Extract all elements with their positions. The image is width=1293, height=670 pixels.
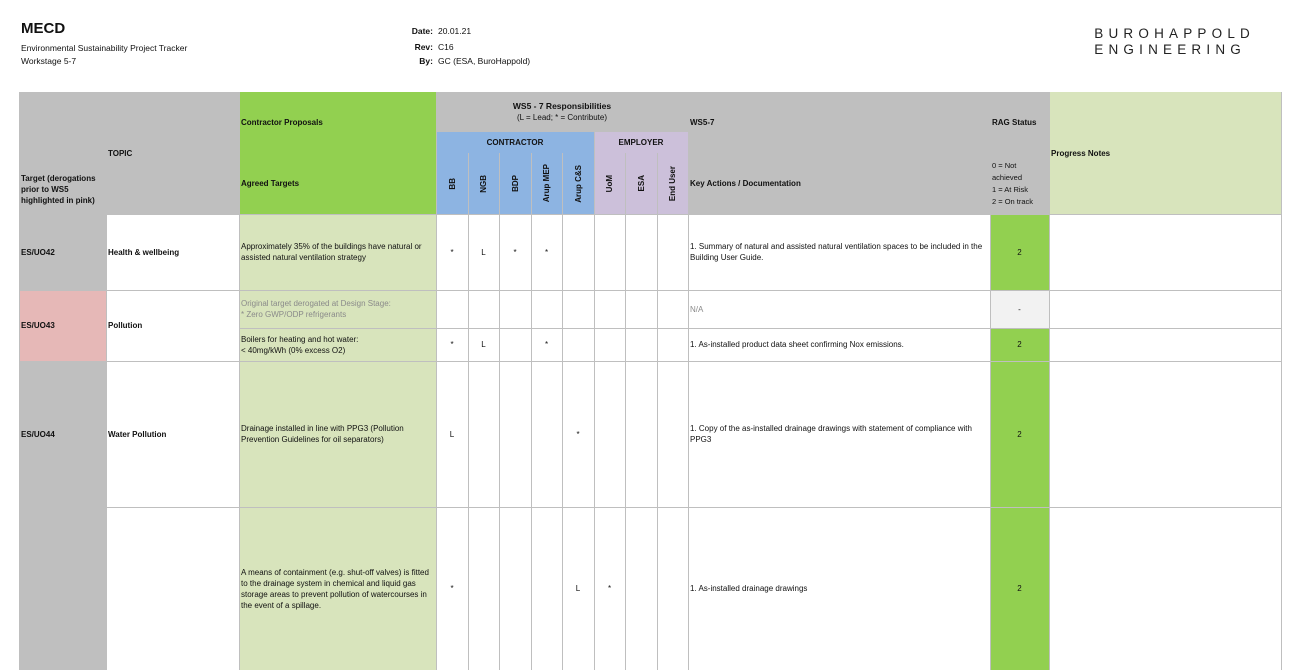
grid-line xyxy=(990,92,991,670)
by-field: By: GC (ESA, BuroHappold) xyxy=(419,56,531,66)
grid-line xyxy=(625,153,626,670)
grid-line xyxy=(562,153,563,670)
row2-resp-bb xyxy=(436,290,468,328)
row2-resp-end-user xyxy=(657,290,688,328)
row3-rag-status: 2 xyxy=(990,328,1049,361)
grid-line xyxy=(436,92,437,670)
party-esa-header: ESA xyxy=(625,153,657,214)
grid-line xyxy=(19,92,20,670)
grid-line xyxy=(531,153,532,670)
responsibilities-header: WS5 - 7 Responsibilities (L = Lead; * = Contribute) xyxy=(436,92,688,132)
row3-resp-bdp xyxy=(499,328,531,361)
row2-resp-arup-cs xyxy=(562,290,594,328)
col-key-actions-header: Key Actions / Documentation xyxy=(688,153,990,214)
employer-group-header: EMPLOYER xyxy=(594,132,688,153)
grid-line xyxy=(468,153,469,670)
grid-line xyxy=(19,361,1281,362)
row3-resp-bb: * xyxy=(450,340,454,349)
row1-topic: Health & wellbeing xyxy=(108,247,180,257)
grid-line xyxy=(594,132,595,670)
row3-resp-esa xyxy=(625,328,657,361)
row2-key-action: N/A xyxy=(690,304,704,314)
col-target-header: Target (derogations prior to WS5 highlighted in pink) xyxy=(19,92,106,214)
row2-resp-esa xyxy=(625,290,657,328)
row1-resp-bdp: * xyxy=(513,247,517,257)
date-field: Date: 20.01.21 xyxy=(411,26,472,36)
row4-topic: Water Pollution xyxy=(108,429,167,439)
row4-resp-end-user xyxy=(657,361,688,507)
party-uom-header: UoM xyxy=(594,153,625,214)
row3-resp-arup-cs xyxy=(562,328,594,361)
row3-agreed-target: Boilers for heating and hot water: < 40mg/kWh (0% excess O2) xyxy=(239,328,436,361)
row4-resp-ngb xyxy=(468,361,499,507)
document-subtitle: Environmental Sustainability Project Tracker xyxy=(21,43,188,53)
row1-resp-end-user xyxy=(657,214,688,290)
party-bdp-header: BDP xyxy=(499,153,531,214)
row1-key-action: 1. Summary of natural and assisted natural ventilation spaces to be included in the Building User Guide. xyxy=(690,242,983,262)
row4-progress-notes[interactable] xyxy=(1049,361,1281,507)
row3-progress-notes[interactable] xyxy=(1049,328,1281,361)
party-end-user-header: End User xyxy=(657,153,688,214)
row5-resp-ngb xyxy=(468,507,499,670)
grid-line xyxy=(239,92,240,670)
col-ws-header: WS5-7 xyxy=(688,92,990,153)
row2-resp-ngb xyxy=(468,290,499,328)
grid-line xyxy=(106,507,1281,508)
row1-resp-ngb: L xyxy=(481,247,486,257)
grid-line xyxy=(239,328,1281,329)
grid-line xyxy=(1049,92,1050,670)
col-progress-header: Progress Notes xyxy=(1049,92,1281,214)
row1-resp-bb: * xyxy=(450,247,454,257)
row4-resp-uom xyxy=(594,361,625,507)
row3-resp-uom xyxy=(594,328,625,361)
row2-resp-bdp xyxy=(499,290,531,328)
row2-progress-notes[interactable] xyxy=(1049,290,1281,328)
row1-target: ES/UO42 xyxy=(19,214,106,290)
row3-resp-arup-mep: * xyxy=(544,340,549,349)
row5-agreed-target: A means of containment (e.g. shut-off valves) is fitted to the drainage system in chemical and liquid gas storage areas to prevent pollution of watercourses in the event of a spillage. xyxy=(239,507,436,670)
party-arup-cs-header: Arup C&S xyxy=(562,153,594,214)
party-arup-mep-header: Arup MEP xyxy=(531,153,562,214)
row4-resp-bdp xyxy=(499,361,531,507)
row4-resp-arup-mep xyxy=(531,361,562,507)
document-title: MECD xyxy=(21,20,66,37)
row5-progress-notes[interactable] xyxy=(1049,507,1281,670)
row3-resp-ngb: L xyxy=(481,340,486,349)
grid-line xyxy=(1281,92,1282,670)
row5-resp-bb: * xyxy=(450,584,454,593)
grid-line xyxy=(657,153,658,670)
row1-agreed-target: Approximately 35% of the buildings have natural or assisted natural ventilation strategy xyxy=(239,214,436,290)
rev-field: Rev: C16 xyxy=(414,42,454,52)
row4-rag-status: 2 xyxy=(990,361,1049,507)
row4-resp-bb: L xyxy=(449,429,455,439)
row5-key-action: 1. As-installed drainage drawings xyxy=(690,584,808,593)
row3-resp-end-user xyxy=(657,328,688,361)
row1-rag-status: 2 xyxy=(990,214,1049,290)
row3-key-action: 1. As-installed product data sheet confirming Nox emissions. xyxy=(690,340,904,349)
grid-line xyxy=(19,290,1281,291)
rag-legend: 0 = Not achieved 1 = At Risk 2 = On track xyxy=(990,153,1049,214)
row1-resp-arup-cs xyxy=(562,214,594,290)
row4-resp-arup-cs: * xyxy=(576,429,580,439)
row2-resp-uom xyxy=(594,290,625,328)
row5-topic xyxy=(106,507,239,670)
grid-line xyxy=(499,153,500,670)
row1-resp-arup-mep: * xyxy=(544,247,549,257)
row5-resp-arup-mep xyxy=(531,507,562,670)
col-topic-header: TOPIC xyxy=(106,92,239,214)
row5-resp-arup-cs: L xyxy=(575,584,581,593)
party-ngb-header: NGB xyxy=(468,153,499,214)
grid-line xyxy=(106,92,107,670)
row4-target: ES/UO44 xyxy=(19,361,106,670)
row2-agreed-target: Original target derogated at Design Stage: * Zero GWP/ODP refrigerants xyxy=(239,290,436,328)
row5-resp-esa xyxy=(625,507,657,670)
workstage-label: Workstage 5-7 xyxy=(21,56,77,66)
row5-resp-bdp xyxy=(499,507,531,670)
row2-rag-status: - xyxy=(990,290,1049,328)
col-agreed-targets-header: Agreed Targets xyxy=(239,153,436,214)
party-bb-header: BB xyxy=(436,153,468,214)
row1-resp-uom xyxy=(594,214,625,290)
row5-resp-end-user xyxy=(657,507,688,670)
row4-key-action: 1. Copy of the as-installed drainage drawings with statement of compliance with PPG3 xyxy=(690,424,972,444)
col-contractor-proposals-header: Contractor Proposals xyxy=(239,92,436,153)
row4-agreed-target: Drainage installed in line with PPG3 (Pollution Prevention Guidelines for oil separators) xyxy=(239,361,436,507)
row4-resp-esa xyxy=(625,361,657,507)
row2-topic: Pollution xyxy=(108,321,143,330)
row5-resp-uom: * xyxy=(607,584,612,593)
contractor-group-header: CONTRACTOR xyxy=(436,132,594,153)
row1-resp-esa xyxy=(625,214,657,290)
col-rag-header: RAG Status xyxy=(990,92,1049,153)
burohappold-logo: BUROHAPPOLD ENGINEERING xyxy=(1094,26,1255,57)
row1-progress-notes[interactable] xyxy=(1049,214,1281,290)
row5-rag-status: 2 xyxy=(990,507,1049,670)
row2-target: ES/UO43 xyxy=(19,290,106,361)
grid-line xyxy=(688,92,689,670)
grid-line xyxy=(19,214,1281,215)
row2-resp-arup-mep xyxy=(531,290,562,328)
